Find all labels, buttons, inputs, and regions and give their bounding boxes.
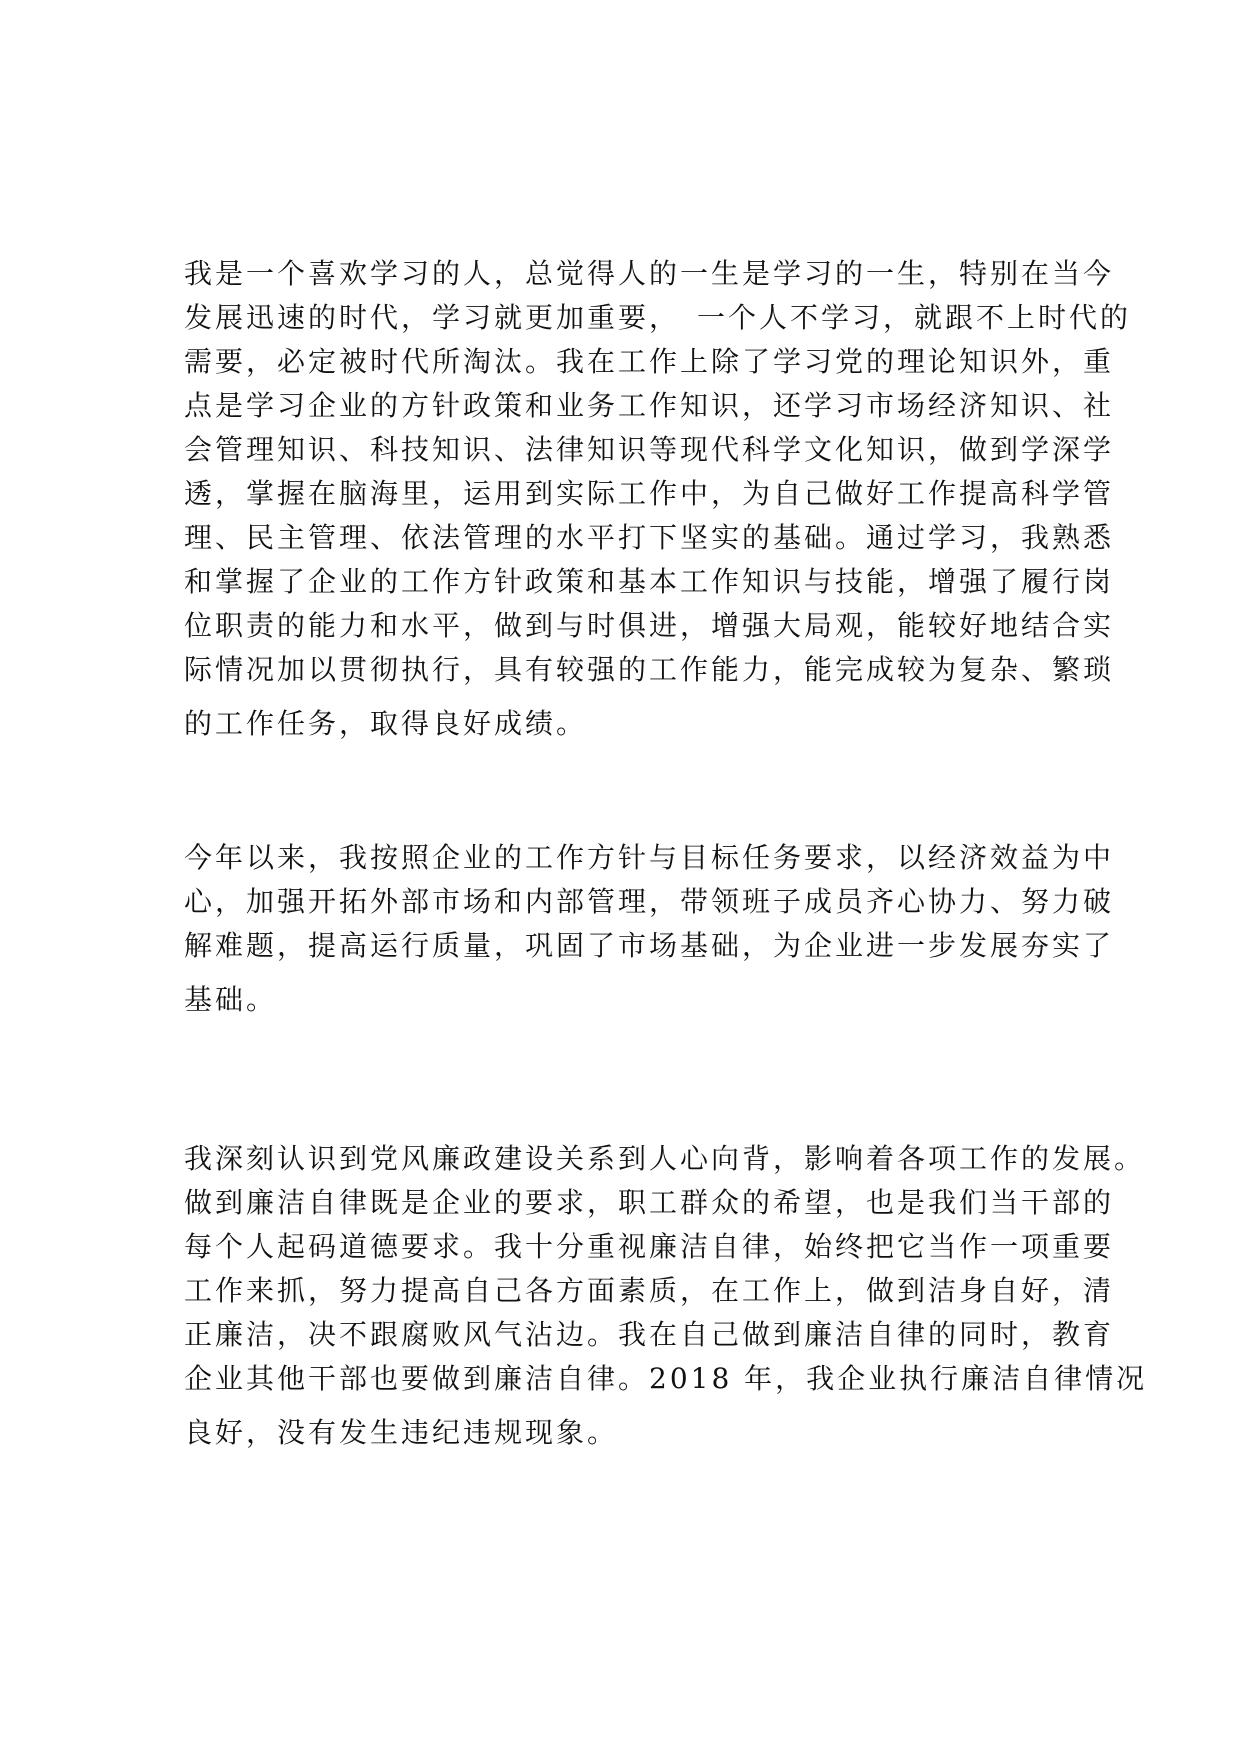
paragraph-line: 解难题，提高运行质量，巩固了市场基础，为企业进一步发展夯实了 [184, 929, 1115, 962]
paragraph-line: 正廉洁，决不跟腐败风气沾边。我在自己做到廉洁自律的同时，教育 [184, 1318, 1115, 1351]
paragraph-line: 位职责的能力和水平，做到与时俱进，增强大局观，能较好地结合实 [184, 609, 1115, 642]
paragraph-line: 我是一个喜欢学习的人，总觉得人的一生是学习的一生，特别在当今 [184, 257, 1115, 290]
paragraph-integrity [184, 1137, 1148, 1455]
paragraph-line: 做到廉洁自律既是企业的要求，职工群众的希望，也是我们当干部的 [184, 1186, 1115, 1219]
paragraph-study [184, 252, 1132, 746]
paragraph-line: 际情况加以贯彻执行，具有较强的工作能力，能完成较为复杂、繁琐 [184, 653, 1115, 686]
paragraph-line: 透，掌握在脑海里，运用到实际工作中，为自己做好工作提高科学管 [184, 477, 1115, 510]
paragraph-line: 基础。 [184, 983, 278, 1016]
paragraph-line: 的工作任务，取得良好成绩。 [184, 707, 588, 740]
paragraph-line: 理、民主管理、依法管理的水平打下坚实的基础。通过学习，我熟悉 [184, 521, 1115, 554]
paragraph-line: 工作来抓，努力提高自己各方面素质，在工作上，做到洁身自好，清 [184, 1274, 1115, 1307]
paragraph-line: 良好，没有发生违纪违规现象。 [184, 1416, 619, 1449]
paragraph-line: 会管理知识、科技知识、法律知识等现代科学文化知识，做到学深学 [184, 433, 1115, 466]
paragraph-line: 需要，必定被时代所淘汰。我在工作上除了学习党的理论知识外，重 [184, 345, 1115, 378]
paragraph-line: 每个人起码道德要求。我十分重视廉洁自律，始终把它当作一项重要 [184, 1230, 1115, 1263]
paragraph-line: 发展迅速的时代，学习就更加重要， 一个人不学习，就跟不上时代的 [184, 301, 1132, 334]
paragraph-line: 心，加强开拓外部市场和内部管理，带领班子成员齐心协力、努力破 [184, 885, 1115, 918]
paragraph-line: 我深刻认识到党风廉政建设关系到人心向背，影响着各项工作的发展。 [184, 1142, 1146, 1175]
paragraph-line: 企业其他干部也要做到廉洁自律。2018 年，我企业执行廉洁自律情况 [184, 1362, 1148, 1395]
paragraph-line: 今年以来，我按照企业的工作方针与目标任务要求，以经济效益为中 [184, 841, 1115, 874]
paragraph-line: 和掌握了企业的工作方针政策和基本工作知识与技能，增强了履行岗 [184, 565, 1115, 598]
paragraph-work [184, 836, 1115, 1022]
paragraph-line: 点是学习企业的方针政策和业务工作知识，还学习市场经济知识、社 [184, 389, 1115, 422]
